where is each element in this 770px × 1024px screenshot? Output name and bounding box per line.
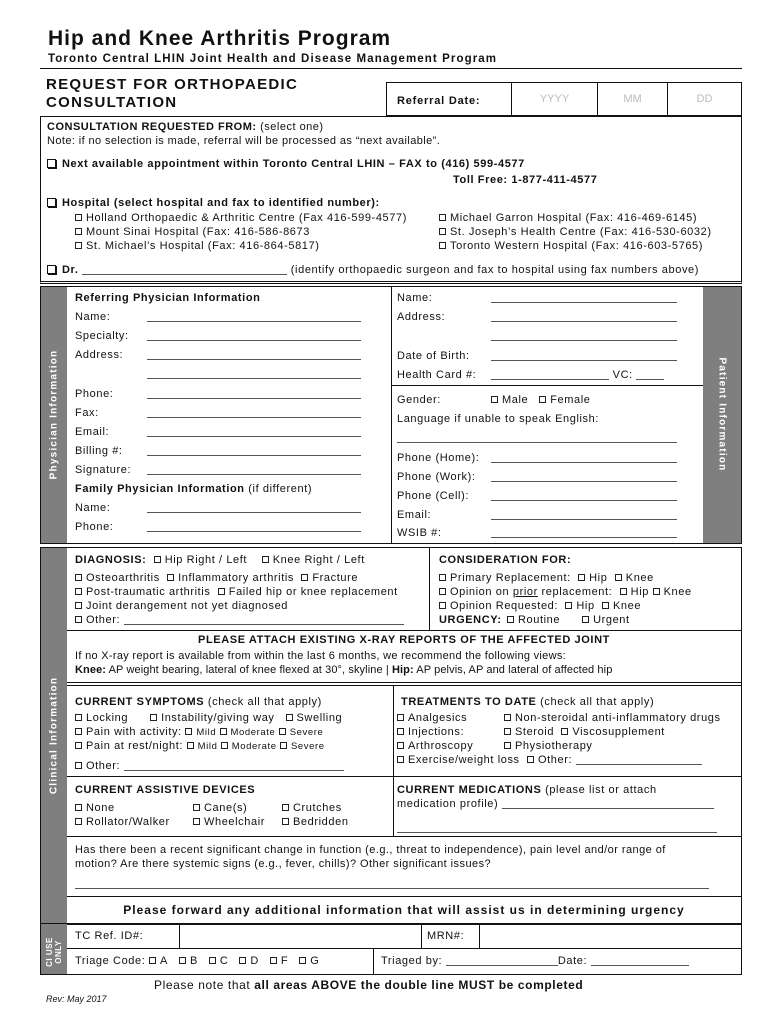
locking-checkbox[interactable]	[75, 714, 82, 721]
male-label: Male	[502, 394, 529, 406]
pain-rest-severe[interactable]	[280, 742, 287, 749]
patient-side-band	[703, 287, 741, 543]
opinion-prior-label-u: prior	[512, 586, 538, 598]
xray-knee-label: Knee:	[75, 664, 107, 676]
pain-rest-label: Pain at rest/night:	[86, 740, 184, 752]
fracture-label: Fracture	[312, 572, 359, 584]
change-question-2: motion? Are there systemic signs (e.g., fever, chills)? Other significant issues?	[75, 858, 492, 870]
patient-wsib-field[interactable]	[491, 528, 677, 538]
crutches-label: Crutches	[293, 802, 342, 814]
pain-activity-moderate-label: Moderate	[230, 727, 276, 738]
symptoms-note: (check all that apply)	[207, 696, 322, 708]
ci-divider-1	[179, 924, 180, 948]
routine-checkbox[interactable]	[507, 616, 514, 623]
tc-ref-label: TC Ref. ID#:	[75, 930, 144, 942]
diagnosis-label: DIAGNOSIS:	[75, 554, 147, 566]
nsaid-checkbox[interactable]	[504, 714, 511, 721]
assist-top-rule	[67, 776, 741, 777]
physiotherapy-label: Physiotherapy	[515, 740, 593, 752]
fracture-checkbox[interactable]	[301, 574, 308, 581]
req-knee-label: Knee	[612, 600, 642, 612]
rollator-label: Rollator/Walker	[86, 816, 170, 828]
routine-label: Routine	[518, 614, 561, 626]
diag-knee: Knee Right / Left	[272, 554, 365, 566]
hospital-checkbox-garron[interactable]	[439, 214, 446, 221]
triage-date-field[interactable]	[591, 956, 689, 966]
forward-top-rule	[67, 896, 741, 897]
analgesics-checkbox[interactable]	[397, 714, 404, 721]
consult-heading: CONSULTATION REQUESTED FROM:	[47, 121, 257, 133]
footer-note-2: all areas ABOVE the double line MUST be completed	[254, 978, 584, 992]
triage-a-checkbox[interactable]	[149, 957, 156, 964]
physician-email-label: Email:	[75, 426, 110, 438]
family-name-field[interactable]	[147, 503, 361, 513]
patient-health-card-label: Health Card #:	[397, 369, 477, 381]
locking-label: Locking	[86, 712, 129, 724]
arthroscopy-label: Arthroscopy	[408, 740, 474, 752]
patient-address-label: Address:	[397, 311, 446, 323]
clinical-side-band	[41, 548, 67, 924]
patient-wsib-label: WSIB #:	[397, 527, 442, 539]
pain-rest-moderate-label: Moderate	[231, 741, 277, 752]
symptoms-divider	[393, 686, 394, 836]
ci-divider-2	[421, 924, 422, 948]
referral-date-box	[386, 82, 742, 116]
change-top-rule	[67, 836, 741, 837]
physician-side-label: Physician Information	[48, 349, 60, 480]
primary-replacement-label: Primary Replacement:	[450, 572, 571, 584]
referral-day-field[interactable]: DD	[667, 83, 741, 115]
swelling-checkbox[interactable]	[286, 714, 293, 721]
prior-hip-label: Hip	[630, 586, 649, 598]
primary-hip-checkbox[interactable]	[578, 574, 585, 581]
triage-g-checkbox[interactable]	[299, 957, 306, 964]
joint-derangement-label: Joint derangement not yet diagnosed	[86, 600, 289, 612]
xray-hip-label: Hip:	[391, 664, 414, 676]
crutches-checkbox[interactable]	[282, 804, 289, 811]
xray-heading: PLEASE ATTACH EXISTING X-RAY REPORTS OF THE AFFECTED JOINT	[198, 634, 610, 646]
prior-knee-label: Knee	[663, 586, 692, 598]
arthroscopy-checkbox[interactable]	[397, 742, 404, 749]
osteoarthritis-label: Osteoarthritis	[86, 572, 160, 584]
symptoms-heading: CURRENT SYMPTOMS	[75, 696, 205, 708]
patient-phone-cell-label: Phone (Cell):	[397, 490, 469, 502]
cane-label: Cane(s)	[204, 802, 248, 814]
physician-phone-field[interactable]	[147, 389, 361, 399]
pain-rest-checkbox[interactable]	[75, 742, 82, 749]
osteoarthritis-checkbox[interactable]	[75, 574, 82, 581]
exercise-checkbox[interactable]	[397, 756, 404, 763]
physician-email-field[interactable]	[147, 427, 361, 437]
patient-vc-label: VC:	[612, 369, 633, 381]
pain-activity-severe[interactable]	[279, 728, 286, 735]
instability-checkbox[interactable]	[150, 714, 157, 721]
referral-month-field[interactable]: MM	[597, 83, 667, 115]
opinion-requested-label: Opinion Requested:	[450, 600, 559, 612]
triage-b-label: B	[189, 955, 198, 967]
ci-mid-rule	[67, 948, 741, 949]
patient-email-label: Email:	[397, 509, 432, 521]
patient-name-field[interactable]	[491, 293, 677, 303]
primary-hip-label: Hip	[589, 572, 608, 584]
patient-health-card-field[interactable]	[491, 370, 609, 380]
patient-address-field-2[interactable]	[491, 331, 677, 341]
physician-specialty-label: Specialty:	[75, 330, 129, 342]
diag-bottom-rule	[67, 630, 741, 631]
dr-name-field[interactable]	[82, 265, 287, 275]
patient-dob-label: Date of Birth:	[397, 350, 470, 362]
triaged-by-field[interactable]	[446, 956, 558, 966]
family-physician-heading: Family Physician Information	[75, 483, 245, 495]
patient-phone-work-field[interactable]	[491, 472, 677, 482]
hospital-mount-sinai: Mount Sinai Hospital (Fax: 416-586-8673	[86, 226, 310, 238]
tc-ref-field[interactable]	[181, 926, 419, 946]
req-hip-checkbox[interactable]	[565, 602, 572, 609]
viscosupplement-checkbox[interactable]	[561, 728, 568, 735]
page-subtitle: Toronto Central LHIN Joint Health and Disease Management Program	[48, 53, 498, 65]
hospital-holland: Holland Orthopaedic & Arthritic Centre (Fax 416-599-4577)	[86, 212, 407, 224]
ci-section	[40, 923, 742, 975]
urgency-label: URGENCY:	[439, 614, 502, 626]
diag-hip-checkbox[interactable]	[154, 556, 161, 563]
inflammatory-label: Inflammatory arthritis	[178, 572, 295, 584]
dr-note: (identify orthopaedic surgeon and fax to hospital using fax numbers above)	[290, 264, 700, 276]
symptom-other-field[interactable]	[124, 761, 344, 771]
urgent-label: Urgent	[593, 614, 630, 626]
triage-d-label: D	[250, 955, 259, 967]
primary-replacement-checkbox[interactable]	[439, 574, 446, 581]
physician-signature-label: Signature:	[75, 464, 132, 476]
primary-knee-label: Knee	[625, 572, 654, 584]
physician-billing-field[interactable]	[147, 446, 361, 456]
triage-a-label: A	[160, 955, 168, 967]
urgent-checkbox[interactable]	[582, 616, 589, 623]
physician-fax-label: Fax:	[75, 407, 99, 419]
failed-replacement-label: Failed hip or knee replacement	[228, 586, 398, 598]
mrn-label: MRN#:	[427, 930, 465, 942]
patient-address-field[interactable]	[491, 312, 677, 322]
physician-fax-field[interactable]	[147, 408, 361, 418]
instability-label: Instability/giving way	[161, 712, 275, 724]
patient-email-field[interactable]	[491, 510, 677, 520]
diag-other-field[interactable]	[124, 615, 404, 625]
male-checkbox[interactable]	[491, 396, 498, 403]
request-header	[40, 68, 742, 116]
post-traumatic-label: Post-traumatic arthritis	[86, 586, 211, 598]
viscosupplement-label: Viscosupplement	[572, 726, 665, 738]
dr-checkbox[interactable]	[47, 265, 56, 274]
bedridden-checkbox[interactable]	[282, 818, 289, 825]
triage-d-checkbox[interactable]	[239, 957, 246, 964]
triaged-by-label: Triaged by:	[381, 955, 443, 967]
patient-language-label: Language if unable to speak English:	[397, 413, 600, 425]
clinical-section	[40, 547, 742, 925]
physician-side-band	[41, 287, 67, 543]
pain-rest-mild-label: Mild	[197, 741, 218, 752]
opinion-requested-checkbox[interactable]	[439, 602, 446, 609]
family-phone-field[interactable]	[147, 522, 361, 532]
wheelchair-label: Wheelchair	[204, 816, 266, 828]
injections-label: Injections:	[408, 726, 465, 738]
bedridden-label: Bedridden	[293, 816, 349, 828]
hospital-checkbox-st-josephs[interactable]	[439, 228, 446, 235]
triage-date-label: Date:	[557, 955, 588, 967]
assistive-heading: CURRENT ASSISTIVE DEVICES	[75, 784, 256, 796]
patient-rule	[392, 385, 703, 386]
pain-rest-severe-label: Severe	[290, 741, 325, 752]
diag-hip: Hip Right / Left	[164, 554, 248, 566]
referring-physician-heading: Referring Physician Information	[75, 292, 261, 304]
change-question-1: Has there been a recent significant change in function (e.g., threat to independence), pain level and/or range of	[75, 844, 666, 856]
patient-phone-work-label: Phone (Work):	[397, 471, 476, 483]
prior-hip-checkbox[interactable]	[620, 588, 627, 595]
female-label: Female	[550, 394, 591, 406]
patient-dob-field[interactable]	[491, 351, 677, 361]
pain-activity-moderate[interactable]	[220, 728, 227, 735]
consultation-section	[40, 116, 742, 284]
req-knee-checkbox[interactable]	[602, 602, 609, 609]
triage-f-checkbox[interactable]	[270, 957, 277, 964]
rollator-checkbox[interactable]	[75, 818, 82, 825]
physician-name-label: Name:	[75, 311, 111, 323]
opinion-prior-checkbox[interactable]	[439, 588, 446, 595]
request-title-2: CONSULTATION	[46, 94, 178, 111]
ci-side-band	[41, 924, 67, 974]
hospital-checkbox[interactable]	[47, 198, 56, 207]
hospital-heading: Hospital (select hospital and fax to identified number):	[62, 197, 380, 209]
diag-other-checkbox[interactable]	[75, 616, 82, 623]
physician-name-field[interactable]	[147, 312, 361, 322]
next-available-checkbox[interactable]	[47, 159, 56, 168]
triage-c-checkbox[interactable]	[209, 957, 216, 964]
wheelchair-checkbox[interactable]	[193, 818, 200, 825]
ci-divider-4	[373, 949, 374, 974]
hospital-checkbox-holland[interactable]	[75, 214, 82, 221]
pain-activity-mild[interactable]	[185, 728, 192, 735]
pain-activity-label: Pain with activity:	[86, 726, 182, 738]
assist-none-checkbox[interactable]	[75, 804, 82, 811]
dr-label: Dr.	[62, 264, 79, 276]
swelling-label: Swelling	[296, 712, 343, 724]
physiotherapy-checkbox[interactable]	[504, 742, 511, 749]
assist-none-label: None	[86, 802, 115, 814]
medications-note: (please list or attach	[545, 784, 657, 796]
consult-note: Note: if no selection is made, referral will be processed as “next available”.	[47, 135, 441, 147]
consult-heading-note: (select one)	[260, 121, 324, 133]
physician-patient-section	[40, 286, 742, 544]
female-checkbox[interactable]	[539, 396, 546, 403]
diag-knee-checkbox[interactable]	[262, 556, 269, 563]
treat-other-label: Other:	[537, 754, 573, 766]
xray-hip: AP pelvis, AP and lateral of affected hip	[413, 664, 613, 676]
mrn-field[interactable]	[481, 926, 739, 946]
hospital-checkbox-toronto-western[interactable]	[439, 242, 446, 249]
forward-note: Please forward any additional information that will assist us in determining urgency	[123, 903, 685, 917]
analgesics-label: Analgesics	[408, 712, 468, 724]
exercise-label: Exercise/weight loss	[408, 754, 520, 766]
xray-knee: AP weight bearing, lateral of knee flexed at 30°, skyline |	[106, 664, 392, 676]
prior-knee-checkbox[interactable]	[653, 588, 660, 595]
medications-field-2[interactable]	[397, 823, 717, 833]
referral-year-field[interactable]: YYYY	[511, 83, 597, 115]
medications-heading: CURRENT MEDICATIONS	[397, 784, 542, 796]
family-physician-note: (if different)	[248, 483, 313, 495]
family-phone-label: Phone:	[75, 521, 114, 533]
ci-side-label: CI USE ONLY	[45, 937, 63, 967]
hospital-garron: Michael Garron Hospital (Fax: 416-469-6145)	[450, 212, 698, 224]
inflammatory-checkbox[interactable]	[167, 574, 174, 581]
opinion-prior-label-1: Opinion on	[450, 586, 513, 598]
primary-knee-checkbox[interactable]	[615, 574, 622, 581]
joint-derangement-checkbox[interactable]	[75, 602, 82, 609]
hospital-st-josephs: St. Joseph’s Health Centre (Fax: 416-530-6032)	[450, 226, 712, 238]
pain-activity-mild-label: Mild	[196, 727, 217, 738]
footer-note-1: Please note that	[154, 978, 255, 992]
symptom-other-checkbox[interactable]	[75, 762, 82, 769]
steroid-label: Steroid	[515, 726, 555, 738]
patient-phone-home-label: Phone (Home):	[397, 452, 480, 464]
family-name-label: Name:	[75, 502, 111, 514]
consideration-label: CONSIDERATION FOR:	[439, 554, 572, 566]
failed-replacement-checkbox[interactable]	[218, 588, 225, 595]
patient-phone-home-field[interactable]	[491, 453, 677, 463]
diag-other-label: Other:	[86, 614, 121, 626]
change-field[interactable]	[75, 879, 709, 889]
treat-other-field[interactable]	[576, 755, 702, 765]
ci-divider-3	[479, 924, 480, 948]
pain-rest-mild[interactable]	[187, 742, 194, 749]
medications-field[interactable]	[502, 799, 714, 809]
triage-b-checkbox[interactable]	[179, 957, 186, 964]
steroid-checkbox[interactable]	[504, 728, 511, 735]
req-hip-label: Hip	[576, 600, 595, 612]
xray-double-rule	[67, 682, 741, 686]
patient-name-label: Name:	[397, 292, 433, 304]
physician-signature-field[interactable]	[147, 465, 361, 475]
injections-checkbox[interactable]	[397, 728, 404, 735]
physician-patient-divider	[391, 287, 392, 543]
triage-c-label: C	[219, 955, 229, 967]
physician-phone-label: Phone:	[75, 388, 114, 400]
hospital-checkbox-st-michaels[interactable]	[75, 242, 82, 249]
triage-f-label: F	[280, 955, 289, 967]
diag-divider	[429, 548, 430, 630]
referral-date-label: Referral Date:	[397, 95, 481, 107]
toll-free: Toll Free: 1-877-411-4577	[453, 174, 598, 186]
next-available-label: Next available appointment within Toronto Central LHIN – FAX to (416) 599-4577	[62, 158, 525, 170]
pain-activity-severe-label: Severe	[289, 727, 324, 738]
triage-g-label: G	[310, 955, 320, 967]
clinical-side-label: Clinical Information	[48, 676, 60, 795]
post-traumatic-checkbox[interactable]	[75, 588, 82, 595]
patient-side-label: Patient Information	[716, 357, 728, 472]
pain-rest-moderate[interactable]	[221, 742, 228, 749]
opinion-prior-label-2: replacement:	[537, 586, 613, 598]
physician-specialty-field[interactable]	[147, 331, 361, 341]
treat-other-checkbox[interactable]	[527, 756, 534, 763]
patient-language-field[interactable]	[397, 433, 677, 443]
physician-address-field[interactable]	[147, 350, 361, 360]
symptom-other-label: Other:	[86, 760, 121, 772]
patient-phone-cell-field[interactable]	[491, 491, 677, 501]
patient-gender-label: Gender:	[397, 394, 441, 406]
treatments-heading: TREATMENTS TO DATE	[401, 696, 537, 708]
hospital-checkbox-mount-sinai[interactable]	[75, 228, 82, 235]
treatments-note: (check all that apply)	[540, 696, 655, 708]
cane-checkbox[interactable]	[193, 804, 200, 811]
page-title: Hip and Knee Arthritis Program	[48, 27, 392, 50]
nsaid-label: Non-steroidal anti-inflammatory drugs	[515, 712, 721, 724]
xray-note: If no X-ray report is available from within the last 6 months, we recommend the following views:	[75, 650, 566, 662]
physician-address-field-2[interactable]	[147, 369, 361, 379]
request-title-1: REQUEST FOR ORTHOPAEDIC	[46, 76, 299, 93]
triage-code-label: Triage Code:	[75, 955, 146, 967]
hospital-toronto-western: Toronto Western Hospital (Fax: 416-603-5765)	[450, 240, 704, 252]
pain-activity-checkbox[interactable]	[75, 728, 82, 735]
revision-date: Rev: May 2017	[46, 994, 107, 1004]
physician-billing-label: Billing #:	[75, 445, 123, 457]
medications-note-2: medication profile)	[397, 798, 499, 810]
patient-vc-field[interactable]	[636, 370, 664, 380]
physician-address-label: Address:	[75, 349, 124, 361]
hospital-st-michaels: St. Michael’s Hospital (Fax: 416-864-5817)	[86, 240, 320, 252]
